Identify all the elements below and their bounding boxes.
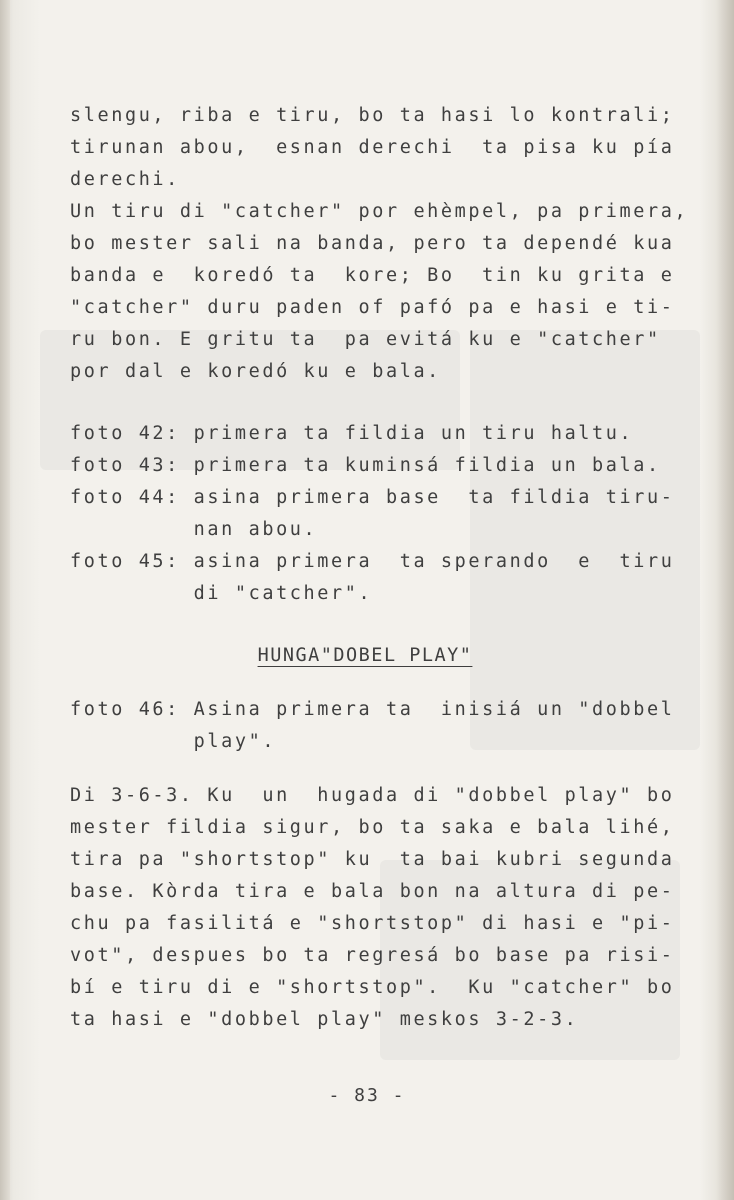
caption-line: play". [70, 731, 277, 752]
caption-line: foto 43: primera ta kuminsá fildia un bala. [70, 455, 661, 476]
caption-line: foto 42: primera ta fildia un tiru haltu. [70, 423, 634, 444]
spacer [70, 610, 660, 640]
text-line: chu pa fasilitá e "shortstop" di hasi e "pi- [70, 913, 675, 934]
text-line: Di 3-6-3. Ku un hugada di "dobbel play" bo [70, 785, 675, 806]
text-line: bo mester sali na banda, pero ta dependé kua [70, 233, 675, 254]
section-title: HUNGA"DOBEL PLAY" [257, 645, 473, 666]
text-line: por dal e koredó ku e bala. [70, 361, 441, 382]
text-line: bí e tiru di e "shortstop". Ku "catcher" bo [70, 977, 675, 998]
text-line: ta hasi e "dobbel play" meskos 3-2-3. [70, 1009, 579, 1030]
paragraph-2 [70, 780, 675, 1036]
spacer [70, 388, 660, 418]
text-line: slengu, riba e tiru, bo ta hasi lo kontrali; [70, 105, 675, 126]
paragraph-1 [70, 100, 689, 388]
photo-captions [70, 418, 675, 610]
spacer [70, 758, 660, 780]
text-line: ru bon. E gritu ta pa evitá ku e "catcher" [70, 329, 661, 350]
page-number: - 83 - [328, 1085, 406, 1106]
spacer [70, 672, 660, 694]
text-line: "catcher" duru paden of pafó pa e hasi e ti- [70, 297, 675, 318]
caption-line: foto 46: Asina primera ta inisiá un "dobbel [70, 699, 675, 720]
caption-line: foto 44: asina primera base ta fildia tiru- [70, 487, 675, 508]
page-binding [0, 0, 10, 1200]
page-edge-shadow [716, 0, 734, 1200]
caption-46 [70, 694, 675, 758]
text-line: base. Kòrda tira e bala bon na altura di pe- [70, 881, 675, 902]
caption-line: nan abou. [70, 519, 318, 540]
text-line: Un tiru di "catcher" por ehèmpel, pa primera, [70, 201, 689, 222]
text-line: tirunan abou, esnan derechi ta pisa ku pía [70, 137, 675, 158]
text-line: mester fildia sigur, bo ta saka e bala lihé, [70, 817, 675, 838]
text-line: derechi. [70, 169, 180, 190]
page-text [70, 100, 689, 1036]
caption-line: di "catcher". [70, 583, 373, 604]
text-line: vot", despues bo ta regresá bo base pa risi- [70, 945, 675, 966]
caption-line: foto 45: asina primera ta sperando e tiru [70, 551, 675, 572]
text-line: tira pa "shortstop" ku ta bai kubri segunda [70, 849, 675, 870]
text-line: banda e koredó ta kore; Bo tin ku grita e [70, 265, 675, 286]
